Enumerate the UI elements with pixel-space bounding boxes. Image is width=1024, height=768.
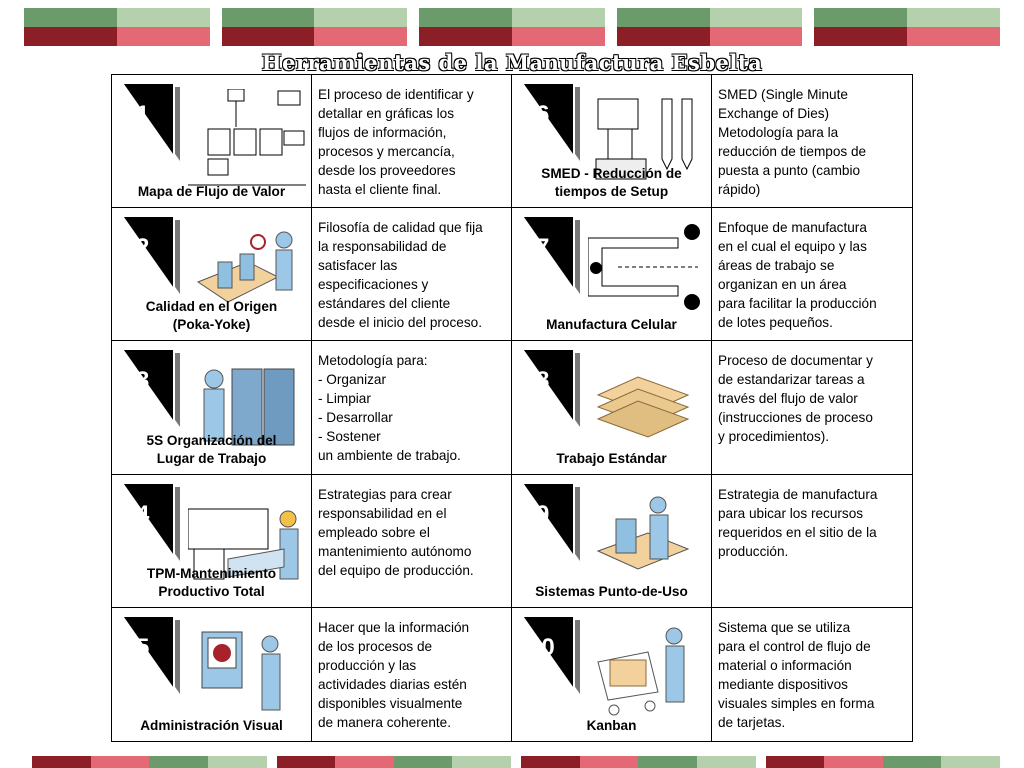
tool-description: SMED (Single Minute Exchange of Dies) Metodología para la reducción de tiempos de puesta a punto (cambio rápido)	[718, 87, 867, 197]
tool-description: Metodología para: - Organizar - Limpiar - Desarrollar - Sostener un ambiente de trabajo.	[318, 353, 461, 464]
tool-description-cell	[312, 475, 512, 608]
tool-description: Filosofía de calidad que fija la responsabilidad de satisfacer las especificaciones y estándares del cliente desde el inicio del proceso.	[318, 220, 483, 331]
tool-description-cell	[312, 341, 512, 474]
number-badge-icon	[522, 483, 582, 563]
top-decorative-bars	[24, 8, 1000, 46]
number-badge-icon	[122, 483, 182, 563]
tool-card-7	[512, 208, 712, 341]
tool-card-5	[112, 608, 312, 741]
tool-description-cell	[312, 75, 512, 208]
tool-description: Proceso de documentar y de estandarizar tareas a través del flujo de valor (instrucciones de proceso y procedimientos).	[718, 353, 873, 445]
tool-description: Estrategias para crear responsabilidad en el empleado sobre el mantenimiento autónomo del equipo de producción.	[318, 486, 474, 578]
tool-description-cell	[712, 608, 912, 741]
page-title: Herramientas de la Manufactura Esbelta	[261, 50, 763, 75]
tool-card-9	[512, 475, 712, 608]
tool-description-cell	[312, 208, 512, 341]
tool-number: 10	[528, 633, 555, 661]
tool-name: SMED - Reducción de tiempos de Setup	[541, 166, 682, 200]
tool-description-cell	[312, 608, 512, 741]
tool-name: Trabajo Estándar	[556, 450, 667, 466]
tool-name: Administración Visual	[140, 717, 283, 733]
tool-card-4	[112, 475, 312, 608]
tool-number: 9	[536, 500, 550, 528]
tool-name: Mapa de Flujo de Valor	[137, 184, 286, 200]
tool-number: 5	[136, 633, 150, 661]
bottom-decorative-bars	[32, 756, 1000, 768]
tool-number: 4	[136, 500, 150, 528]
number-badge-icon	[122, 349, 182, 429]
tool-number: 7	[536, 234, 550, 262]
tool-description: Enfoque de manufactura en el cual el equipo y las áreas de trabajo se organizan en un área para facilitar la producción de lotes pequeños.	[718, 220, 877, 331]
tools-grid	[111, 74, 913, 742]
tool-description-cell	[712, 341, 912, 474]
number-badge-icon	[522, 216, 582, 296]
tool-description: Sistema que se utiliza para el control de flujo de material o información mediante dispositivos visuales simples en forma de tarjetas.	[718, 619, 875, 730]
number-badge-icon	[122, 616, 182, 696]
tool-description: Hacer que la información de los procesos de producción y las actividades diarias estén disponibles visualmente de manera coherente.	[318, 619, 470, 730]
tool-card-6	[512, 75, 712, 208]
tool-name: Manufactura Celular	[546, 317, 677, 333]
tool-description-cell	[712, 75, 912, 208]
number-badge-icon	[522, 83, 582, 163]
tool-card-10	[512, 608, 712, 741]
tool-number: 1	[136, 101, 150, 128]
tool-card-8	[512, 341, 712, 474]
tool-name: TPM-Mantenimiento Productivo Total	[146, 565, 277, 599]
number-badge-icon	[122, 216, 182, 296]
tool-number: 2	[136, 234, 150, 262]
tool-name: Kanban	[586, 717, 637, 733]
tool-number: 6	[536, 101, 550, 128]
tool-card-1	[112, 75, 312, 208]
tool-name: Calidad en el Origen (Poka-Yoke)	[145, 299, 278, 333]
tool-number: 8	[536, 367, 550, 395]
tool-description-cell	[712, 208, 912, 341]
tool-card-3	[112, 341, 312, 474]
tool-description: Estrategia de manufactura para ubicar los recursos requeridos en el sitio de la producción.	[718, 486, 878, 559]
tool-description: El proceso de identificar y detallar en gráficas los flujos de información, procesos y mercancía, desde los proveedores hasta el cliente final.	[318, 87, 474, 197]
tool-description-cell	[712, 475, 912, 608]
tool-card-2	[112, 208, 312, 341]
tool-name: Sistemas Punto-de-Uso	[535, 583, 688, 599]
number-badge-icon	[522, 349, 582, 429]
number-badge-icon	[122, 83, 182, 163]
tool-number: 3	[136, 367, 150, 395]
tool-name: 5S Organización del Lugar de Trabajo	[146, 432, 277, 466]
